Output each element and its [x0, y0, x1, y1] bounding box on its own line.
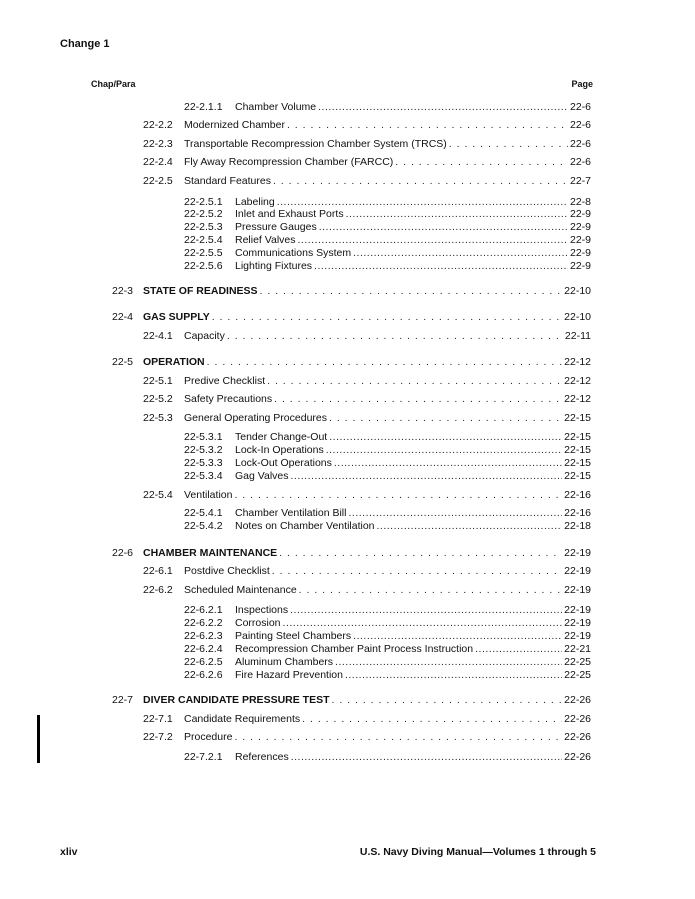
toc-entry-title: Chamber Ventilation Bill — [235, 507, 347, 519]
toc-entry-title: Lighting Fixtures — [235, 260, 313, 272]
toc-entry-page: 22-18 — [564, 520, 591, 532]
toc-entry-number: 22-7.2.1 — [184, 751, 223, 763]
toc-entry-title: Aluminum Chambers — [235, 656, 334, 668]
toc-entry-title: Predive Checklist — [184, 375, 266, 387]
toc-entry-number: 22-6 — [112, 547, 134, 559]
toc-entry-page: 22-12 — [564, 356, 591, 368]
toc-entry-number: 22-5.4.1 — [184, 507, 223, 519]
toc-entry-number: 22-5.3.2 — [184, 444, 223, 456]
toc-entry-number: 22-5.1 — [143, 375, 173, 387]
dot-leader — [318, 101, 568, 114]
dot-leader — [273, 175, 568, 188]
toc-entry-number: 22-2.2 — [143, 119, 173, 131]
toc-entry-title: Lock-Out Operations — [235, 457, 332, 469]
dot-leader — [377, 520, 563, 533]
dot-leader — [314, 260, 568, 273]
toc-entry-title: Relief Valves — [235, 234, 296, 246]
toc-entry-number: 22-5.3 — [143, 412, 173, 424]
dot-leader — [212, 311, 562, 324]
toc-entry-page: 22-26 — [564, 751, 591, 763]
footer-book-title: U.S. Navy Diving Manual—Volumes 1 through 5 — [359, 846, 596, 858]
toc-entry-title: Candidate Requirements — [184, 713, 301, 725]
toc-entry-page: 22-21 — [564, 643, 591, 655]
toc-entry-number: 22-6.2.6 — [184, 669, 223, 681]
toc-entry-page: 22-15 — [564, 412, 591, 424]
toc-entry-page: 22-15 — [564, 431, 591, 443]
toc-entry-page: 22-8 — [569, 196, 591, 208]
toc-entry-title: Standard Features — [184, 175, 271, 187]
toc-entry-page: 22-10 — [564, 311, 591, 323]
toc-entry-number: 22-7 — [112, 694, 134, 706]
toc-entry-title: Inlet and Exhaust Ports — [235, 208, 344, 220]
column-header-page: Page — [571, 79, 593, 89]
toc-entry-number: 22-2.5.1 — [184, 196, 223, 208]
dot-leader — [302, 713, 562, 726]
toc-entry-title: Communications System — [235, 247, 352, 259]
dot-leader — [291, 470, 563, 483]
dot-leader — [329, 431, 562, 444]
footer-page-number: xliv — [60, 846, 78, 858]
dot-leader — [353, 247, 568, 260]
toc-entry-title: Notes on Chamber Ventilation — [235, 520, 375, 532]
toc-entry-title: Lock-In Operations — [235, 444, 324, 456]
toc-entry-number: 22-6.2.4 — [184, 643, 223, 655]
toc-entry-number: 22-2.5.2 — [184, 208, 223, 220]
dot-leader — [279, 547, 562, 560]
toc-entry-number: 22-4.1 — [143, 330, 173, 342]
toc-entry-number: 22-2.5.6 — [184, 260, 223, 272]
toc-entry-title: Gag Valves — [235, 470, 289, 482]
toc-entry-title: Postdive Checklist — [184, 565, 270, 577]
dot-leader — [290, 604, 562, 617]
dot-leader — [234, 731, 562, 744]
dot-leader — [335, 656, 562, 669]
dot-leader — [234, 489, 562, 502]
toc-entry-page: 22-16 — [564, 489, 591, 501]
change-label: Change 1 — [60, 38, 110, 50]
toc-entry-page: 22-12 — [564, 393, 591, 405]
toc-entry-page: 22-6 — [569, 101, 591, 113]
toc-entry-page: 22-26 — [564, 694, 591, 706]
toc-entry-title: General Operating Procedures — [184, 412, 327, 424]
dot-leader — [272, 565, 562, 578]
toc-entry-page: 22-19 — [564, 617, 591, 629]
dot-leader — [267, 375, 562, 388]
dot-leader — [227, 330, 563, 343]
toc-entry-title: Recompression Chamber Paint Process Instruction — [235, 643, 474, 655]
toc-entry-title: CHAMBER MAINTENANCE — [143, 547, 278, 559]
toc-entry-number: 22-6.1 — [143, 565, 173, 577]
toc-entry-page: 22-9 — [569, 247, 591, 259]
toc-entry-page: 22-19 — [564, 584, 591, 596]
toc-entry-number: 22-2.3 — [143, 138, 173, 150]
toc-entry-page: 22-9 — [569, 221, 591, 233]
toc-entry-number: 22-4 — [112, 311, 134, 323]
toc-entry-page: 22-9 — [569, 208, 591, 220]
toc-entry-page: 22-6 — [569, 119, 591, 131]
toc-entry-number: 22-5.3.1 — [184, 431, 223, 443]
toc-entry-page: 22-26 — [564, 713, 591, 725]
toc-entry-page: 22-7 — [569, 175, 591, 187]
toc-entry-page: 22-6 — [569, 156, 591, 168]
toc-entry-number: 22-6.2 — [143, 584, 173, 596]
dot-leader — [353, 630, 562, 643]
toc-entry-title: Capacity — [184, 330, 225, 342]
toc-entry-number: 22-5.4.2 — [184, 520, 223, 532]
toc-entry-title: Painting Steel Chambers — [235, 630, 352, 642]
toc-entry-number: 22-6.2.1 — [184, 604, 223, 616]
toc-entry-page: 22-19 — [564, 630, 591, 642]
toc-entry-number: 22-5 — [112, 356, 134, 368]
dot-leader — [291, 751, 562, 764]
toc-entry-title: DIVER CANDIDATE PRESSURE TEST — [143, 694, 330, 706]
toc-entry-title: Modernized Chamber — [184, 119, 285, 131]
dot-leader — [332, 694, 563, 707]
toc-entry-title: Safety Precautions — [184, 393, 273, 405]
toc-entry-page: 22-12 — [564, 375, 591, 387]
toc-entry-title: Chamber Volume — [235, 101, 317, 113]
dot-leader — [329, 412, 562, 425]
dot-leader — [345, 669, 562, 682]
toc-entry-title: References — [235, 751, 289, 763]
toc-entry-number: 22-2.5.4 — [184, 234, 223, 246]
toc-entry-page: 22-15 — [564, 444, 591, 456]
toc-entry-title: Labeling — [235, 196, 275, 208]
toc-entry-title: Procedure — [184, 731, 233, 743]
dot-leader — [274, 393, 562, 406]
toc-entry-number: 22-6.2.5 — [184, 656, 223, 668]
dot-leader — [449, 138, 568, 151]
toc-entry-number: 22-7.1 — [143, 713, 173, 725]
toc-entry-page: 22-19 — [564, 604, 591, 616]
toc-entry-number: 22-2.5 — [143, 175, 173, 187]
toc-entry-page: 22-16 — [564, 507, 591, 519]
toc-entry-title: Fly Away Recompression Chamber (FARCC) — [184, 156, 394, 168]
dot-leader — [475, 643, 562, 656]
toc-entry-page: 22-25 — [564, 656, 591, 668]
dot-leader — [298, 234, 568, 247]
toc-entry-page: 22-19 — [564, 565, 591, 577]
toc-entry-title: Fire Hazard Prevention — [235, 669, 343, 681]
toc-entry-page: 22-19 — [564, 547, 591, 559]
toc-entry-title: STATE OF READINESS — [143, 285, 258, 297]
dot-leader — [260, 285, 563, 298]
dot-leader — [348, 507, 562, 520]
toc-entry-title: GAS SUPPLY — [143, 311, 210, 323]
toc-entry-number: 22-5.2 — [143, 393, 173, 405]
toc-entry-page: 22-15 — [564, 470, 591, 482]
toc-entry-number: 22-2.5.5 — [184, 247, 223, 259]
toc-entry-title: Transportable Recompression Chamber System (TRCS) — [184, 138, 447, 150]
toc-entry-number: 22-7.2 — [143, 731, 173, 743]
toc-entry-number: 22-6.2.2 — [184, 617, 223, 629]
toc-entry-page: 22-10 — [564, 285, 591, 297]
dot-leader — [395, 156, 568, 169]
toc-entry-number: 22-2.1.1 — [184, 101, 223, 113]
toc-entry-title: Ventilation — [184, 489, 233, 501]
toc-entry-page: 22-9 — [569, 234, 591, 246]
toc-entry-number: 22-5.3.4 — [184, 470, 223, 482]
dot-leader — [326, 444, 562, 457]
toc-entry-page: 22-26 — [564, 731, 591, 743]
toc-entry-title: Tender Change-Out — [235, 431, 328, 443]
dot-leader — [299, 584, 562, 597]
toc-entry-page: 22-6 — [569, 138, 591, 150]
toc-entry-title: Corrosion — [235, 617, 281, 629]
toc-entry-title: OPERATION — [143, 356, 205, 368]
toc-entry-page: 22-11 — [564, 330, 591, 342]
dot-leader — [319, 221, 568, 234]
toc-entry-number: 22-5.4 — [143, 489, 173, 501]
toc-entry-page: 22-9 — [569, 260, 591, 272]
dot-leader — [287, 119, 568, 132]
dot-leader — [334, 457, 562, 470]
toc-entry-title: Pressure Gauges — [235, 221, 317, 233]
toc-entry-number: 22-6.2.3 — [184, 630, 223, 642]
dot-leader — [346, 208, 568, 221]
toc-entry-number: 22-3 — [112, 285, 134, 297]
toc-entry-title: Scheduled Maintenance — [184, 584, 297, 596]
change-bar — [37, 715, 40, 763]
toc-entry-page: 22-15 — [564, 457, 591, 469]
toc-entry-page: 22-25 — [564, 669, 591, 681]
column-header-chap-para: Chap/Para — [91, 79, 136, 89]
toc-entry-title: Inspections — [235, 604, 289, 616]
dot-leader — [283, 617, 563, 630]
toc-entry-number: 22-2.5.3 — [184, 221, 223, 233]
toc-entry-number: 22-2.4 — [143, 156, 173, 168]
toc-entry-number: 22-5.3.3 — [184, 457, 223, 469]
dot-leader — [207, 356, 562, 369]
